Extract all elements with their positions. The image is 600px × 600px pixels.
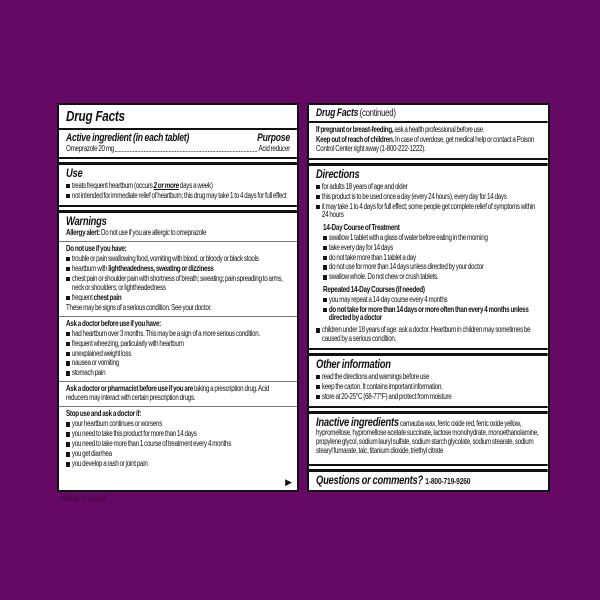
bullet-icon [66, 267, 70, 272]
section-divider [309, 406, 548, 414]
bullet-icon [323, 256, 327, 261]
inactive-ingredients-heading: Inactive ingredients [316, 414, 399, 429]
continue-arrow-icon: ▶ [285, 477, 292, 487]
keep-out-of-reach-warning [316, 136, 541, 154]
list-item [66, 430, 290, 439]
warnings-section [59, 213, 297, 473]
bullet-text [72, 294, 290, 303]
made-in-text: Made in Israel [60, 494, 107, 503]
ask-doctor-heading: Ask a doctor before use if you have: [66, 318, 161, 328]
pregnancy-warning-label: If pregnant or breast-feeding, [316, 125, 394, 135]
directions-heading: Directions [316, 167, 360, 182]
drug-facts-right-panel [307, 103, 550, 492]
bullet-icon [66, 184, 70, 189]
bullet-icon [66, 194, 70, 199]
text-segment: days a week) [178, 180, 213, 190]
bullet-text: you need to take more than 1 course of treatment every 4 months [71, 439, 232, 449]
bullet-icon [323, 275, 327, 280]
list-item [66, 420, 290, 429]
bullet-icon [316, 375, 320, 380]
list-item [66, 350, 290, 359]
list-item [66, 255, 290, 264]
section-divider [309, 464, 548, 472]
use-heading: Use [66, 166, 83, 181]
list-item [66, 330, 290, 339]
bullet-icon [66, 452, 70, 457]
dotted-leader [116, 151, 257, 152]
bullet-icon [66, 352, 70, 357]
list-item [66, 182, 290, 191]
questions-heading: Questions or comments? [316, 472, 423, 487]
subsection-rule [59, 241, 297, 242]
bullet-text: frequent wheezing, particularly with heartburn [71, 338, 184, 348]
section-divider [309, 158, 548, 166]
list-item [66, 460, 290, 469]
active-ingredient-section [59, 130, 297, 157]
bullet-text: this product is to be used once a day (every 24 hours), every day for 14 days [321, 191, 507, 201]
other-information-heading: Other information [316, 357, 391, 372]
bullet-icon [316, 195, 320, 200]
course-heading: 14-Day Course of Treatment [323, 223, 400, 233]
allergy-alert-text: Do not use if you are allergic to omeprazole [99, 228, 207, 238]
bullet-text: read the directions and warnings before use [321, 371, 430, 381]
list-item [66, 340, 290, 349]
questions-section [309, 472, 548, 490]
purpose-heading: Purpose [257, 132, 290, 144]
ingredient-name: Omeprazole 20 mg [66, 144, 114, 154]
list-item [316, 203, 541, 221]
stop-use-heading: Stop use and ask a doctor if: [66, 409, 142, 419]
bullet-icon [66, 296, 70, 301]
bullet-icon [323, 265, 327, 270]
bullet-text: your heartburn continues or worsens [71, 419, 163, 429]
bold-text: lightheadedness, sweating or dizziness [108, 263, 214, 273]
list-item [66, 294, 290, 303]
bullet-icon [66, 432, 70, 437]
subsection-rule [59, 316, 297, 317]
text-segment: heartburn with [71, 263, 109, 273]
emphasized-text: 2 or more [153, 180, 179, 190]
text-segment: frequent [71, 292, 94, 302]
list-item [66, 192, 290, 201]
directions-section [309, 166, 548, 348]
bullet-icon [316, 395, 320, 400]
bullet-text: unexplained weight loss [71, 348, 132, 358]
bullet-icon [66, 332, 70, 337]
bullet-icon [66, 277, 70, 282]
bullet-icon [66, 422, 70, 427]
bold-text: chest pain [93, 292, 122, 302]
list-item [323, 254, 541, 263]
bullet-icon [66, 361, 70, 366]
bullet-text: take every day for 14 days [328, 242, 394, 252]
list-item [316, 183, 541, 192]
do-not-use-heading: Do not use if you have: [66, 244, 127, 253]
other-information-section [309, 356, 548, 405]
bullet-text: had heartburn over 3 months. This may be a sign of a more serious condition. [71, 328, 260, 338]
bullet-icon [66, 371, 70, 376]
warnings-heading: Warnings [66, 213, 107, 228]
bullet-text: nausea or vomiting [71, 358, 119, 368]
bullet-text: for adults 18 years of age and older [321, 181, 408, 191]
list-item [316, 193, 541, 202]
inactive-ingredients-text: carnauba wax, ferric oxide red, ferric oxide yellow, hypromellose, hypromellose acetate succinate, lactose monohydrate, monoethanolamine, propylene glycol, sodium lauryl sulfate, sodium starch glycolate, sodium stearate, sodium stearyl fumarate, talc, titanium dioxide, triethyl citrate [316, 418, 539, 455]
list-item [323, 296, 541, 305]
inactive-ingredients-section [309, 414, 548, 459]
bullet-icon [323, 298, 327, 303]
bullet-text: stomach pain [71, 368, 106, 378]
keep-out-text: In case of overdose, get medical help or contact a Poison Control Center right away (1-800-222-1222). [316, 135, 535, 154]
bullet-text: you develop a rash or joint pain [71, 459, 148, 469]
bullet-text [72, 182, 290, 191]
repeated-course-subsection [323, 285, 541, 323]
list-item [323, 263, 541, 272]
list-item [323, 273, 541, 282]
text-segment: treats frequent heartburn (occurs [71, 180, 154, 190]
list-item [323, 234, 541, 243]
course-subsection [323, 223, 541, 282]
pregnancy-warning-text: ask a health professional before use. [393, 125, 485, 135]
repeated-course-heading: Repeated 14-Day Courses (if needed) [323, 285, 425, 295]
subsection-rule [59, 381, 297, 382]
ask-pharmacist-text: taking a prescription drug. Acid reducers may interact with certain prescription drugs. [66, 384, 270, 403]
bullet-icon [66, 257, 70, 262]
allergy-alert-label: Allergy alert: [66, 228, 100, 238]
list-item [66, 369, 290, 378]
section-divider [59, 205, 297, 213]
bullet-text: you may repeat a 14-day course every 4 months [328, 294, 448, 304]
list-item [316, 326, 541, 344]
page-title-continued: Drug Facts [316, 107, 359, 119]
bullet-text: do not take more than 1 tablet a day [328, 252, 416, 262]
bullet-text: chest pain or shoulder pain with shortness of breath; sweating; pain spreading to arms, neck or shoulders; or lightheadedness [71, 273, 283, 292]
list-item [323, 244, 541, 253]
bullet-icon [323, 236, 327, 241]
ask-pharmacist-heading: Ask a doctor or pharmacist before use if you are [66, 384, 193, 394]
list-item [66, 265, 290, 274]
bullet-text [72, 265, 290, 274]
list-item [66, 440, 290, 449]
bullet-text: swallow whole. Do not chew or crush tablets. [328, 272, 439, 282]
active-ingredient-heading: Active ingredient (in each tablet) [66, 132, 190, 144]
do-not-use-footer: These may be signs of a serious condition. See your doctor. [66, 302, 212, 312]
continued-header-section [309, 105, 548, 158]
bullet-text: trouble or pain swallowing food, vomiting with blood, or bloody or black stools [71, 253, 259, 263]
bullet-icon [316, 385, 320, 390]
list-item [66, 450, 290, 459]
use-section [59, 165, 297, 204]
questions-phone-number: 1-800-719-9260 [425, 475, 471, 486]
list-item [323, 306, 541, 324]
bullet-icon [323, 246, 327, 251]
subsection-rule [59, 406, 297, 407]
bullet-text: store at 20-25°C (68-77°F) and protect from moisture [321, 391, 452, 401]
pregnancy-warning [316, 126, 541, 135]
bullet-icon [316, 185, 320, 190]
page-title: Drug Facts [66, 108, 125, 125]
bullet-icon [323, 308, 327, 313]
bullet-icon [66, 342, 70, 347]
bullet-text: do not take for more than 14 days or more often than every 4 months unless directed by a doctor [328, 304, 529, 323]
keep-out-label: Keep out of reach of children. [316, 135, 394, 145]
bullet-icon [316, 205, 320, 210]
bullet-icon [66, 462, 70, 467]
drug-facts-left-panel [57, 103, 299, 492]
bullet-icon [66, 442, 70, 447]
ingredient-purpose: Acid reducer [258, 144, 290, 154]
list-item [66, 275, 290, 293]
list-item [316, 383, 541, 392]
section-divider [59, 157, 297, 165]
bullet-text: you get diarrhea [71, 449, 112, 459]
section-divider [309, 348, 548, 356]
drug-facts-title-section [59, 105, 297, 130]
bullet-text: you need to take this product for more than 14 days [71, 429, 197, 439]
bullet-text: do not use for more than 14 days unless directed by your doctor [328, 262, 484, 272]
list-item [66, 359, 290, 368]
title-rule [309, 121, 548, 123]
list-item [316, 393, 541, 402]
bullet-text: children under 18 years of age: ask a doctor. Heartburn in children may sometimes be caused by a serious condition. [321, 325, 531, 344]
allergy-alert [66, 229, 290, 238]
bullet-text: keep the carton. It contains important information. [321, 381, 443, 391]
bullet-icon [316, 328, 320, 333]
continued-label: (continued) [358, 108, 396, 119]
bullet-text: it may take 1 to 4 days for full effect; some people get complete relief of symptoms within 24 hours [321, 201, 536, 220]
bullet-text: swallow 1 tablet with a glass of water before eating in the morning [328, 232, 488, 242]
list-item [316, 373, 541, 382]
bullet-text: not intended for immediate relief of heartburn; this drug may take 1 to 4 days for full effect [71, 190, 287, 200]
ask-pharmacist-paragraph [66, 385, 290, 403]
